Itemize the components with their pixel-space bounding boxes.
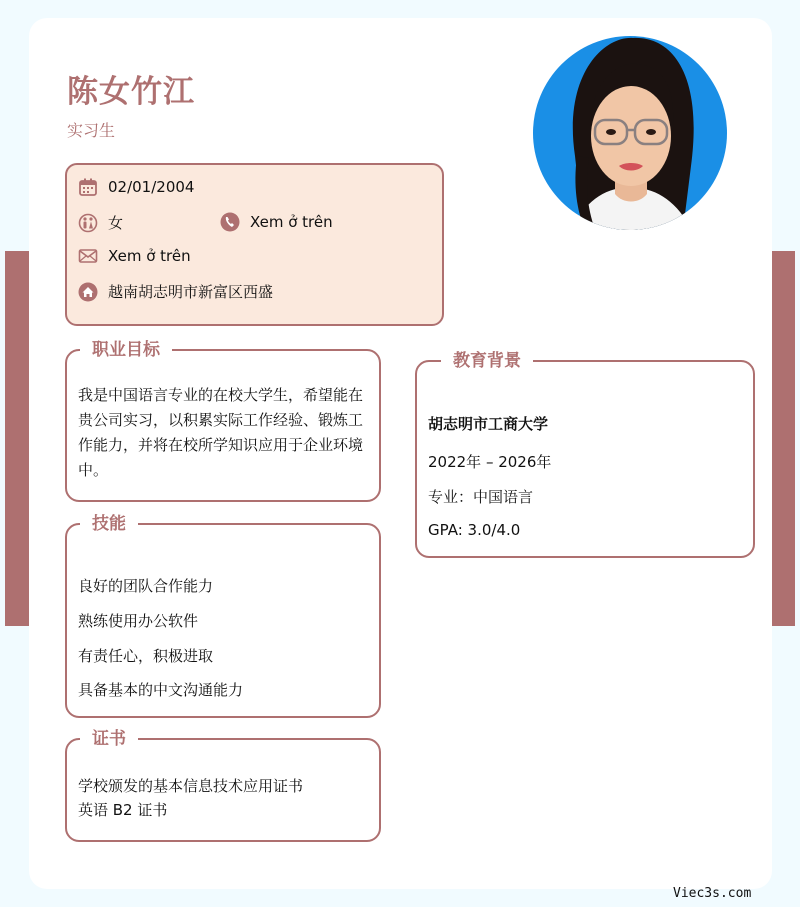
- education-school: 胡志明市工商大学: [428, 415, 549, 433]
- skills-section: [65, 523, 381, 718]
- address-row: [78, 281, 273, 302]
- education-gpa: GPA: 3.0/4.0: [428, 521, 521, 539]
- education-section: [415, 360, 755, 558]
- education-period: 2022年 – 2026年: [428, 453, 552, 471]
- right-accent-band: [771, 251, 795, 626]
- phone-value: Xem ở trên: [250, 213, 333, 231]
- skill-item: 良好的团队合作能力: [78, 577, 214, 595]
- education-major: 专业：中国语言: [428, 488, 534, 506]
- watermark: Viec3s.com: [673, 886, 752, 901]
- candidate-name: 陈女竹江: [67, 74, 195, 110]
- skill-item: 有责任心，积极进取: [78, 647, 214, 665]
- email-row: [78, 246, 191, 266]
- skill-item: 熟练使用办公软件: [78, 612, 199, 630]
- career-goal-section: [65, 349, 381, 502]
- skill-item: 具备基本的中文沟通能力: [78, 681, 244, 699]
- envelope-icon: [78, 246, 98, 266]
- certificates-title: 证书: [80, 728, 138, 750]
- avatar: [533, 36, 727, 230]
- address-value: 越南胡志明市新富区西盛: [108, 283, 274, 301]
- left-accent-band: [5, 251, 29, 626]
- career-goal-title: 职业目标: [80, 339, 172, 361]
- education-title: 教育背景: [441, 350, 533, 372]
- contact-info-box: [65, 163, 444, 326]
- certificate-item: 学校颁发的基本信息技术应用证书: [78, 777, 304, 795]
- birthday-value: 02/01/2004: [108, 178, 195, 196]
- certificate-item: 英语 B2 证书: [78, 801, 168, 819]
- birthday-row: [78, 177, 194, 197]
- gender-value: 女: [108, 214, 124, 232]
- skills-title: 技能: [80, 513, 138, 535]
- certificates-section: [65, 738, 381, 842]
- email-value: Xem ở trên: [108, 247, 191, 265]
- candidate-role: 实习生: [67, 121, 116, 140]
- gender-icon: [78, 213, 98, 233]
- gender-row: [78, 212, 123, 233]
- calendar-icon: [78, 177, 98, 197]
- phone-icon: [220, 212, 240, 232]
- phone-row: [220, 212, 333, 232]
- career-goal-text: 我是中国语言专业的在校大学生，希望能在贵公司实习，以积累实际工作经验、锻炼工作能力，并将在校所学知识应用于企业环境中。: [78, 386, 364, 479]
- home-icon: [78, 282, 98, 302]
